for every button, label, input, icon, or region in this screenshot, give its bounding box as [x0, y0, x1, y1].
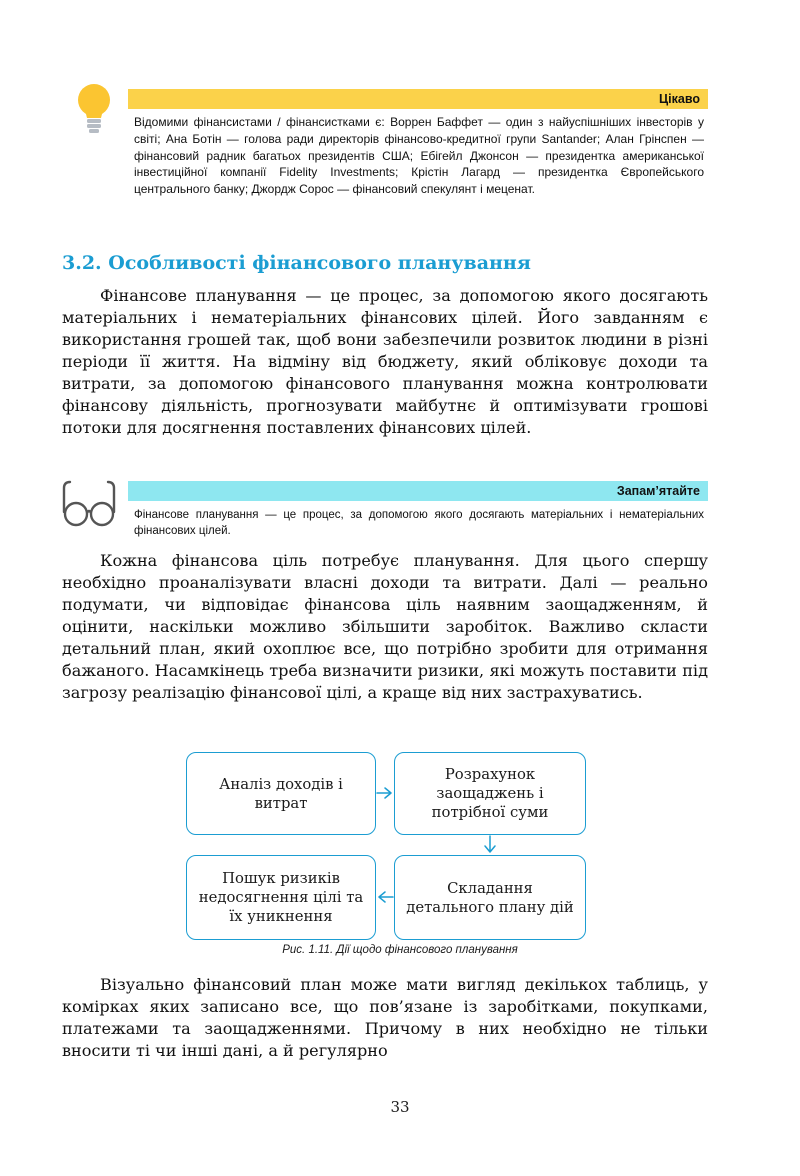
- remember-box-text: Фінансове планування — це процес, за допомогою якого досягають матеріальних і нематеріальних фінансових цілей.: [134, 509, 704, 537]
- diagram-node-risks: Пошук ризиків недосягнення цілі та їх уникнення: [186, 855, 376, 940]
- page-number: 33: [390, 1098, 410, 1116]
- lightbulb-icon: [76, 82, 112, 138]
- paragraph-text: Кожна фінансова ціль потребує планування. Для цього спершу необхідно проаналізувати власні доходи та витрати. Далі — реально подумати, чи відповідає фінансова ціль наявним заощадженням, й оцінити, наскільки можливо збільшити заробіток. Важливо скласти детальний план, який охоплює все, що потрібно зробити для отримання бажаного. Насамкінець треба визначити ризики, які можуть поставити під загрозу реалізацію фінансової цілі, а краще від них застрахуватись.: [62, 551, 708, 702]
- diagram-node-calculation: Розрахунок заощаджень і потрібної суми: [394, 752, 586, 835]
- paragraph-text: Візуально фінансовий план може мати вигляд декількох таблиць, у комірках яких записано все, що пов’язане із заробітками, покупками, платежами та заощадженнями. Причому в них необхідно не тільки вносити ті чи інші дані, а й регулярно: [62, 975, 708, 1060]
- paragraph-definition: [62, 285, 708, 439]
- diagram-node-analysis: Аналіз доходів і витрат: [186, 752, 376, 835]
- section-title: 3.2. Особливості фінансового планування: [62, 252, 531, 274]
- figure-caption: Рис. 1.11. Дії щодо фінансового планування: [282, 944, 518, 956]
- paragraph-text: Фінансове планування — це процес, за допомогою якого досягають матеріальних і нематеріальних фінансових цілей. Його завданням є використання грошей так, щоб вони забезпечили розвиток людини в різні періоди її життя. На відміну від бюджету, який обліковує доходи та витрати, за допомогою фінансового планування можна контролювати фінансову діяльність, прогнозувати майбутнє й оптимізувати грошові потоки для досягнення поставлених фінансових цілей.: [62, 286, 708, 437]
- paragraph-steps: [62, 550, 708, 704]
- remember-box-label: Запам’ятайте: [128, 481, 708, 501]
- arrow-right-icon: [377, 788, 391, 798]
- interesting-box-label: Цікаво: [128, 89, 708, 109]
- glasses-icon: [56, 478, 122, 528]
- interesting-box-text: Відомими фінансистами / фінансистками є: Воррен Баффет — один з найуспішніших інвесторів у світі; Ана Ботін — голова ради директорів фінансово-кредитної групи Santander; Алан Грінспен — фінансовий радник багатьох президентів США; Ебігейл Джонсон — президентка американської інвестиційної компанії Fidelity Investments; Крістін Лагард — президентка Європейського центрального банку; Джордж Сорос — фінансовий спекулянт і меценат.: [134, 115, 704, 197]
- diagram-node-plan: Складання детального плану дій: [394, 855, 586, 940]
- arrow-down-icon: [485, 836, 495, 852]
- paragraph-visual-plan: [62, 974, 708, 1062]
- arrow-left-icon: [379, 892, 393, 902]
